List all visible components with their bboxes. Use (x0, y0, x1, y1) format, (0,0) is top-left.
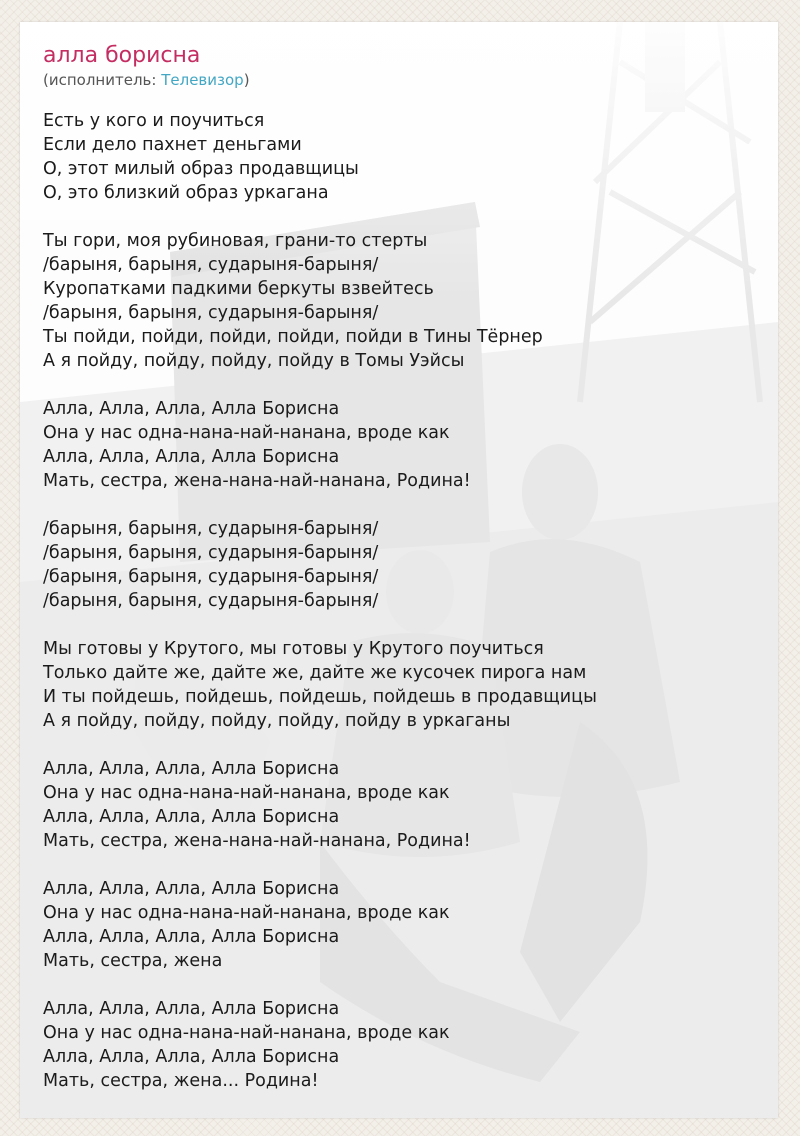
verse (43, 877, 763, 973)
verse (43, 229, 763, 373)
lyrics-body (43, 109, 763, 1093)
lyric-line: Алла, Алла, Алла, Алла Борисна (43, 807, 340, 827)
lyric-line: Куропатками падкими беркуты взвейтесь (43, 279, 434, 299)
lyric-line: Алла, Алла, Алла, Алла Борисна (43, 879, 340, 899)
artist-line: (исполнитель: Телевизор) (43, 71, 250, 89)
verse (43, 997, 763, 1093)
artist-link[interactable]: Телевизор (161, 71, 244, 89)
verse (43, 397, 763, 493)
lyric-line: Алла, Алла, Алла, Алла Борисна (43, 399, 340, 419)
lyric-line: Есть у кого и поучиться (43, 111, 265, 131)
lyric-line: /барыня, барыня, сударыня-барыня/ (43, 591, 379, 611)
lyric-line: Мать, сестра, жена... Родина! (43, 1071, 319, 1091)
lyric-line: Мать, сестра, жена-нана-най-нанана, Родина! (43, 471, 471, 491)
lyric-line: Алла, Алла, Алла, Алла Борисна (43, 759, 340, 779)
lyric-line: Мы готовы у Крутого, мы готовы у Крутого поучиться (43, 639, 544, 659)
lyric-line: И ты пойдешь, пойдешь, пойдешь, пойдешь в продавщицы (43, 687, 597, 707)
lyrics-content (43, 42, 763, 1117)
song-title: алла борисна (43, 43, 201, 68)
lyric-line: О, этот милый образ продавщицы (43, 159, 359, 179)
lyric-line: /барыня, барыня, сударыня-барыня/ (43, 255, 379, 275)
lyric-line: Она у нас одна-нана-най-нанана, вроде как (43, 783, 450, 803)
lyric-line: Она у нас одна-нана-най-нанана, вроде как (43, 423, 450, 443)
verse (43, 517, 763, 613)
lyric-line: Мать, сестра, жена-нана-най-нанана, Родина! (43, 831, 471, 851)
verse (43, 109, 763, 205)
lyric-line: Она у нас одна-нана-най-нанана, вроде как (43, 1023, 450, 1043)
lyric-line: Алла, Алла, Алла, Алла Борисна (43, 1047, 340, 1067)
lyric-line: Ты пойди, пойди, пойди, пойди, пойди в Тины Тёрнер (43, 327, 543, 347)
lyrics-sheet (20, 22, 778, 1118)
lyric-line: Если дело пахнет деньгами (43, 135, 302, 155)
lyric-line: /барыня, барыня, сударыня-барыня/ (43, 567, 379, 587)
lyric-line: Ты гори, моя рубиновая, грани-то стерты (43, 231, 428, 251)
artist-label: исполнитель: (48, 71, 157, 89)
lyric-line: /барыня, барыня, сударыня-барыня/ (43, 303, 379, 323)
verse (43, 637, 763, 733)
lyric-line: /барыня, барыня, сударыня-барыня/ (43, 519, 379, 539)
lyric-line: Алла, Алла, Алла, Алла Борисна (43, 447, 340, 467)
verse (43, 757, 763, 853)
lyric-line: Мать, сестра, жена (43, 951, 223, 971)
lyric-line: /барыня, барыня, сударыня-барыня/ (43, 543, 379, 563)
lyric-line: Только дайте же, дайте же, дайте же кусочек пирога нам (43, 663, 587, 683)
lyric-line: А я пойду, пойду, пойду, пойду в Томы Уэйсы (43, 351, 465, 371)
lyric-line: Алла, Алла, Алла, Алла Борисна (43, 927, 340, 947)
lyric-line: О, это близкий образ уркагана (43, 183, 329, 203)
lyric-line: Она у нас одна-нана-най-нанана, вроде как (43, 903, 450, 923)
lyric-line: Алла, Алла, Алла, Алла Борисна (43, 999, 340, 1019)
lyric-line: А я пойду, пойду, пойду, пойду, пойду в уркаганы (43, 711, 511, 731)
